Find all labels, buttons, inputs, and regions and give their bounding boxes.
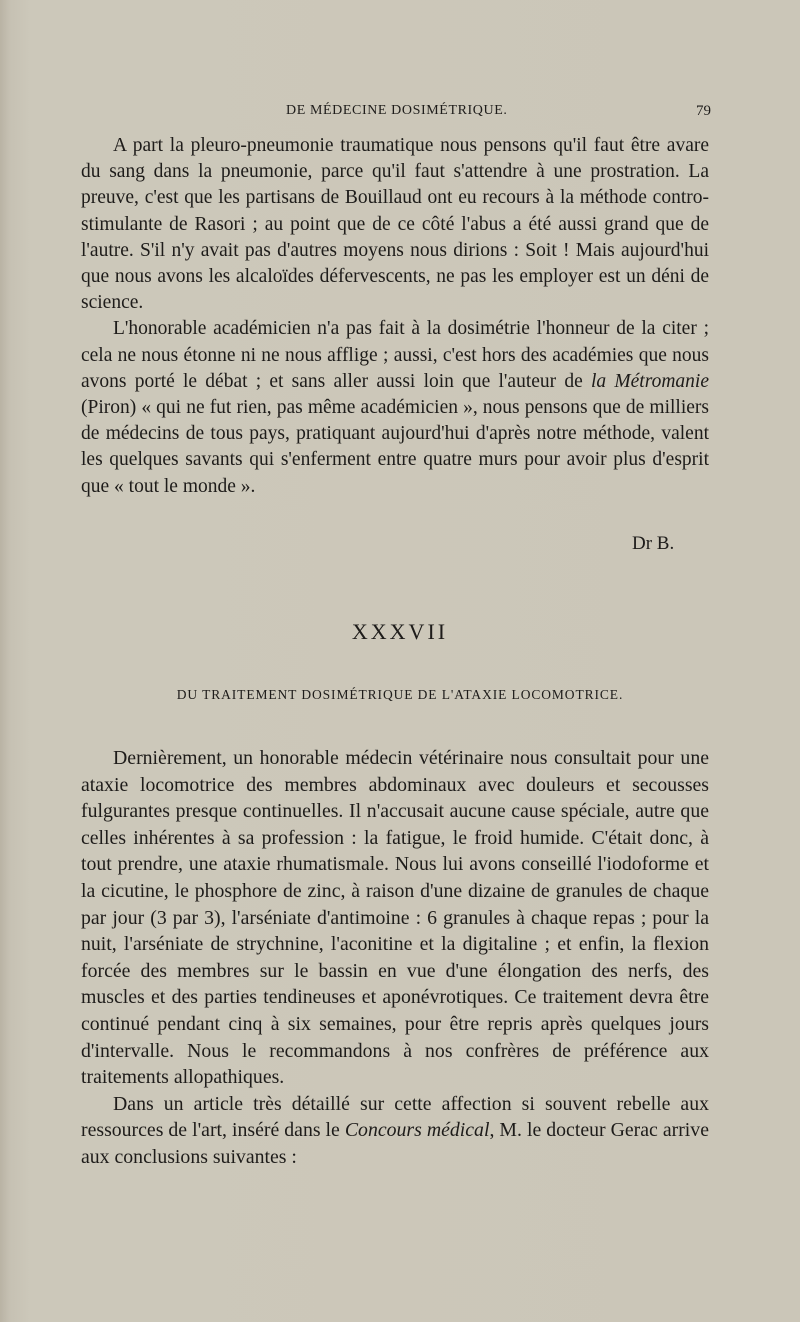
text-run: (Piron) « qui ne fut rien, pas même académicien », nous pensons que de milliers de médecins de tous pays, pratiquant aujourd'hui d'après notre méthode, valent les quelques savants qui s'enferment entre quatre murs pour avoir plus d'esprit que « tout le monde ». bbox=[81, 397, 709, 497]
paragraph: Dernièrement, un honorable médecin vétérinaire nous consultait pour une ataxie locomotrice des membres abdominaux avec douleurs et secousses fulgurantes presque continuelles. Il n'accusait aucune cause spéciale, autre que celles inhérentes à sa profession : la fatigue, le froid humide. C'était donc, à tout prendre, une ataxie rhumatismale. Nous lui avons conseillé l'iodoforme et la cicutine, le phosphore de zinc, à raison d'une dizaine de granules de chaque par jour (3 par 3), l'arséniate d'antimoine : 6 granules à chaque repas ; pour la nuit, l'arséniate de strychnine, l'aconitine et la digitaline ; et enfin, la flexion forcée des membres sur le bassin en vue d'une élongation des nerfs, des muscles et des parties tendineuses et aponévrotiques. Ce traitement devra être continué pendant cinq à six semaines, pour être repris après quelques jours d'intervalle. Nous le recommandons à nos confrères de préférence aux traitements allopathiques. bbox=[81, 747, 709, 1089]
section-title: DU TRAITEMENT DOSIMÉTRIQUE DE L'ATAXIE LOCOMOTRICE. bbox=[176, 687, 624, 702]
text-run: L'honorable académicien n'a pas fait à la dosimétrie l'honneur de la citer ; cela ne nous étonne ni ne nous afflige ; aussi, c'est hors des académies que nous avons porté le débat ; et sans aller aussi loin que l'auteur de bbox=[81, 318, 709, 392]
paragraph: A part la pleuro-pneumonie traumatique nous pensons qu'il faut être avare du sang dans la pneumonie, parce qu'il faut s'attendre à une prostration. La preuve, c'est que les partisans de Bouillaud ont eu recours à la méthode contro-stimulante de Rasori ; au point que de ce côté l'abus a été aussi grand que de l'autre. S'il n'y avait pas d'autres moyens nous dirions : Soit ! Mais aujourd'hui que nous avons les alcaloïdes défervescents, ne pas les employer est un déni de science. bbox=[81, 135, 709, 314]
page-header bbox=[0, 103, 800, 125]
text-block-1 bbox=[81, 133, 709, 500]
italic-title: la Métromanie bbox=[591, 370, 709, 392]
paragraph bbox=[81, 1091, 709, 1171]
text-run: , M. le docteur Gerac arrive aux conclusions suivantes : bbox=[81, 1119, 709, 1168]
page-number: 79 bbox=[696, 103, 711, 119]
section-number: XXXVII bbox=[351, 619, 449, 644]
author-signature: Dr B. bbox=[632, 533, 675, 554]
running-head: DE MÉDECINE DOSIMÉTRIQUE. bbox=[286, 103, 508, 118]
text-block-2 bbox=[81, 745, 709, 1171]
text-run: Dans un article très détaillé sur cette affection si souvent rebelle aux ressources de l'art, inséré dans le bbox=[81, 1092, 709, 1142]
paragraph bbox=[81, 316, 709, 499]
italic-title: Concours médical bbox=[344, 1119, 490, 1142]
